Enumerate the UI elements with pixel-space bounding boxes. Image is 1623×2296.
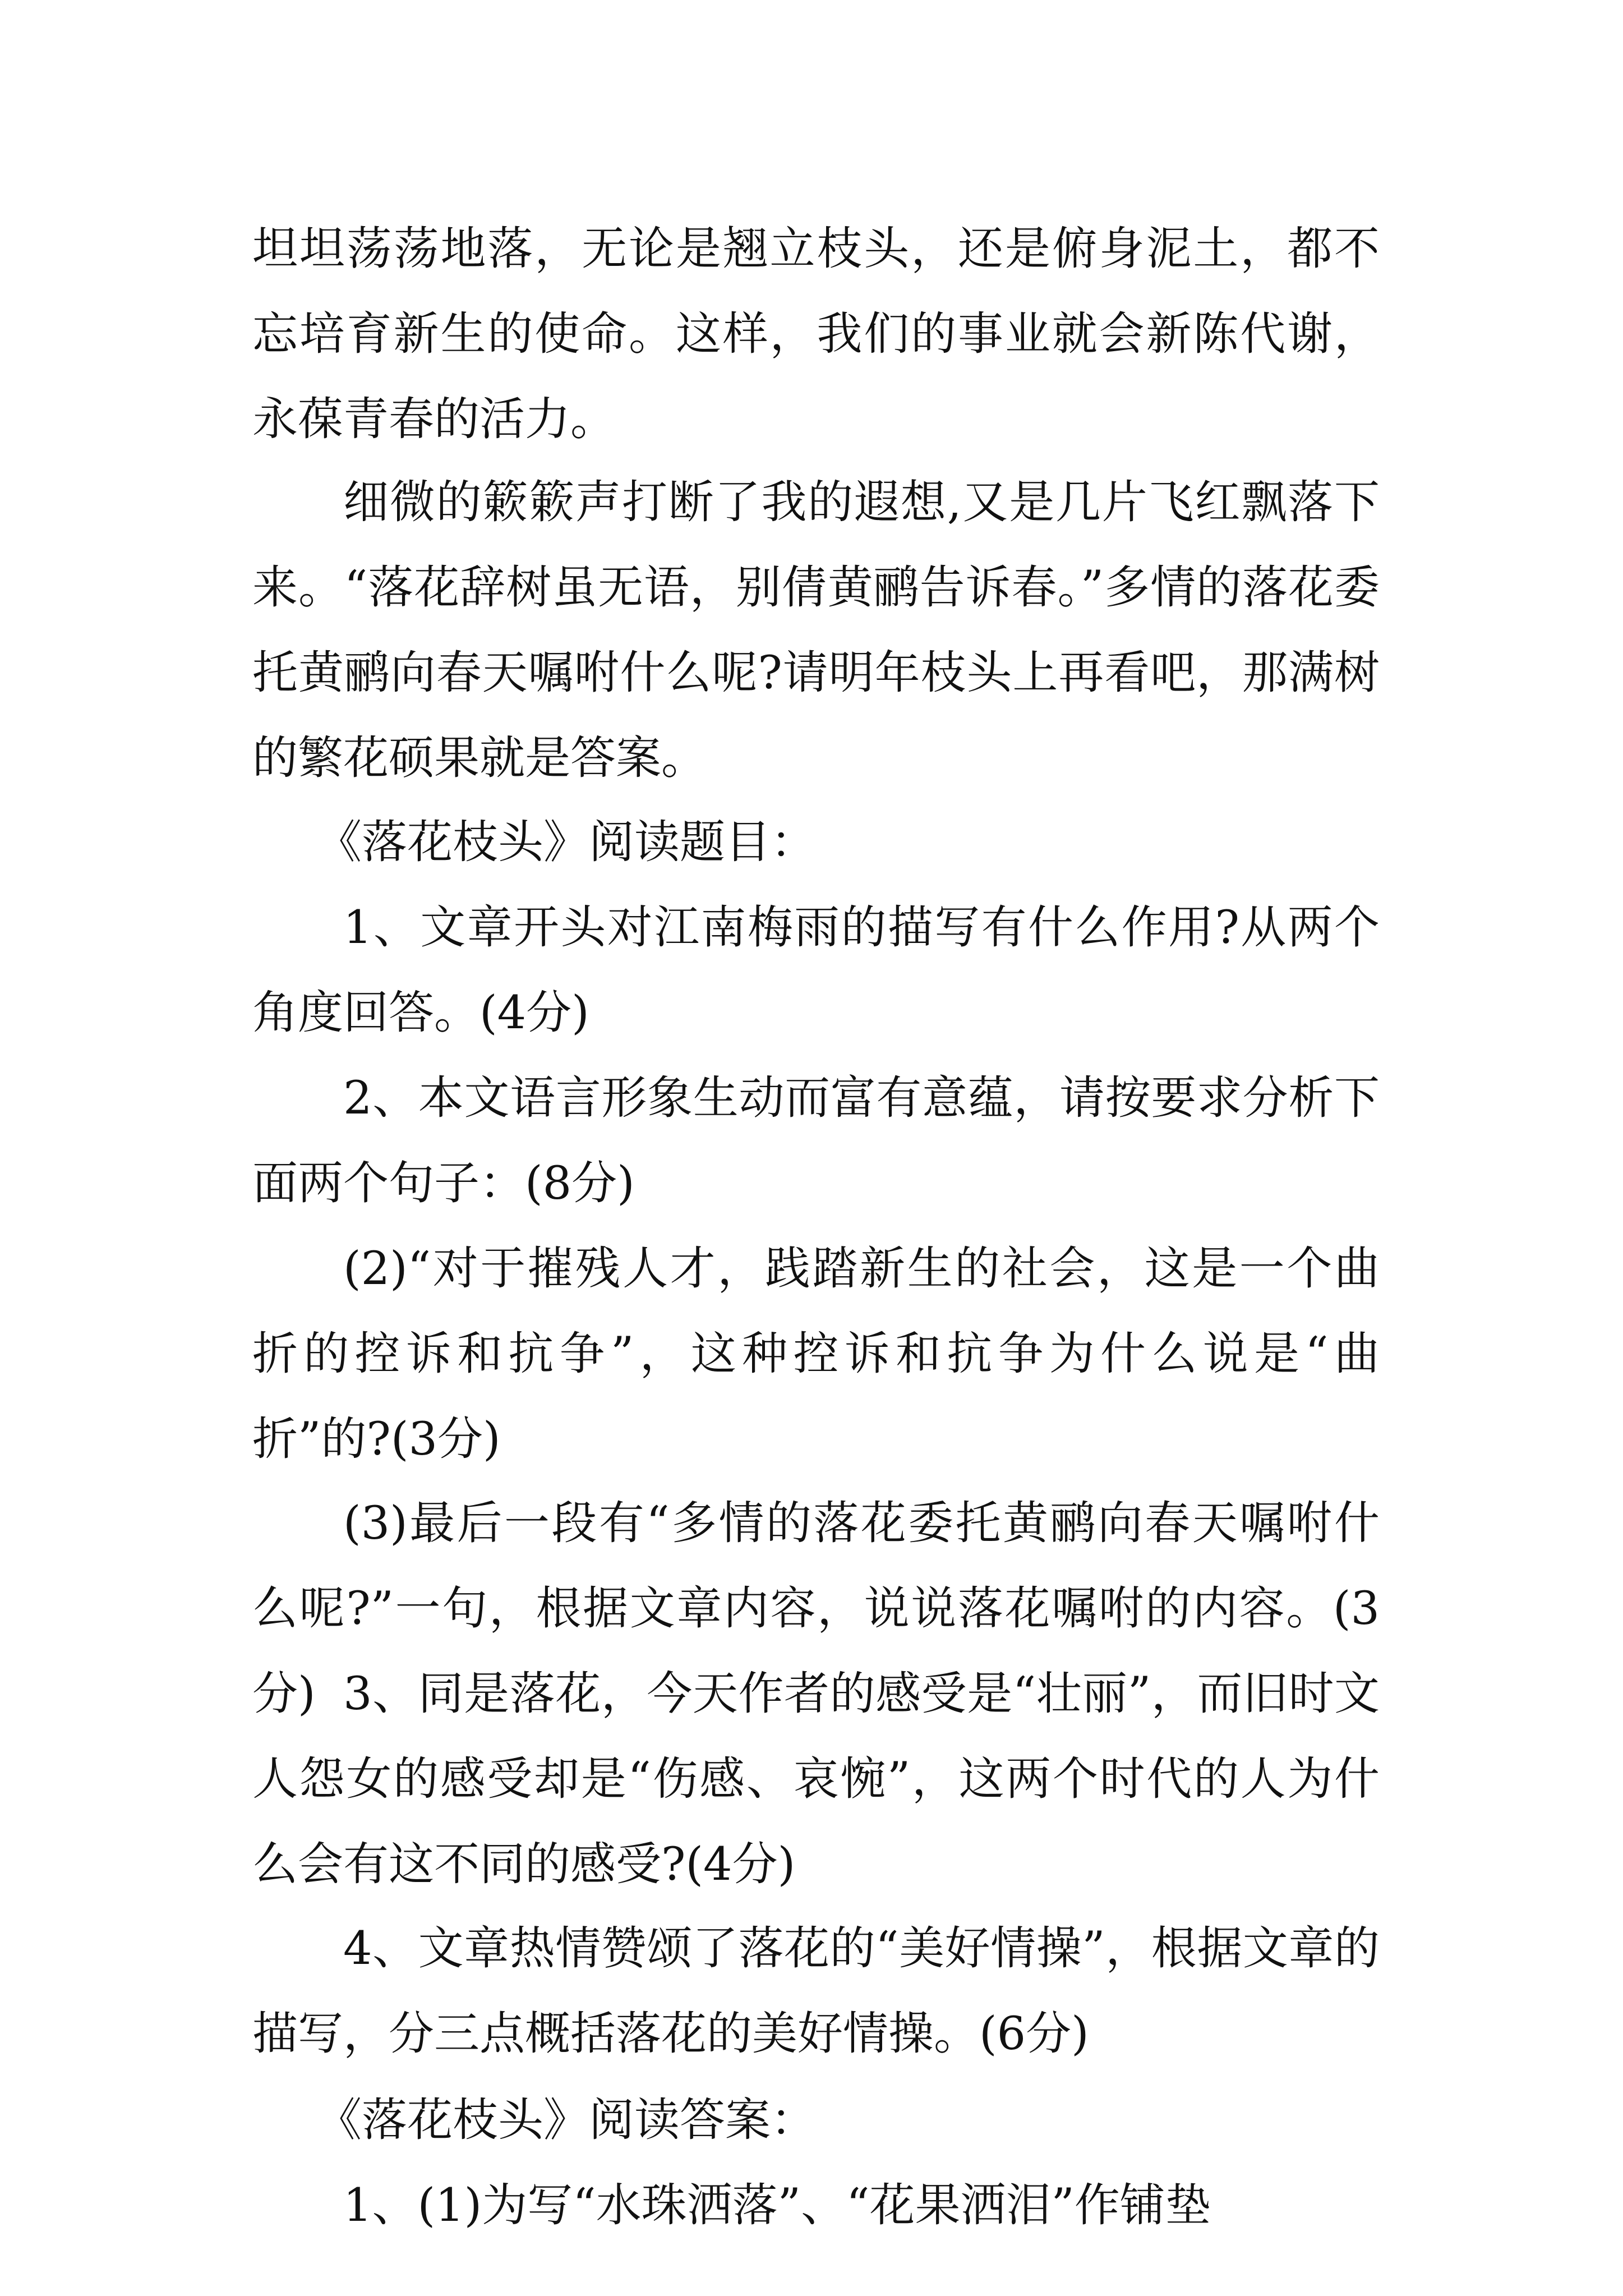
answers-heading: 《落花枝头》阅读答案：	[316, 2094, 817, 2147]
question-3: 3、同是落花，今天作者的感受是“壮丽”，而旧时文人怨女的感受却是“伤感、哀惋”，这两个时代的人为什么会有这不同的感受?(4分)	[252, 1668, 1380, 1891]
answer-1: 1、(1)为写“水珠洒落”、“花果洒泪”作铺垫	[343, 2179, 1211, 2232]
body-paragraph-final: 细微的簌簌声打断了我的遐想,又是几片飞红飘落下来。“落花辞树虽无语，别倩黄鹂告诉春。”多情的落花委托黄鹂向春天嘱咐什么呢?请明年枝头上再看吧，那满树的繁花硕果就是答案。	[252, 476, 1380, 785]
question-4: 4、文章热情赞颂了落花的“美好情操”，根据文章的描写，分三点概括落花的美好情操。(6分)	[252, 1922, 1380, 2060]
question-2-sub-2: (2)“对于摧残人才，践踏新生的社会，这是一个曲折的控诉和抗争”，这种控诉和抗争为什么说是“曲折”的?(3分)	[252, 1243, 1380, 1466]
questions-heading: 《落花枝头》阅读题目：	[316, 816, 817, 869]
question-1: 1、文章开头对江南梅雨的描写有什么作用?从两个角度回答。(4分)	[252, 901, 1380, 1039]
body-paragraph-continued: 坦坦荡荡地落，无论是翘立枝头，还是俯身泥土，都不忘培育新生的使命。这样，我们的事业就会新陈代谢，永葆青春的活力。	[252, 223, 1380, 446]
question-2-sub-3: (3)最后一段有“多情的落花委托黄鹂向春天嘱咐什么呢?”一句，根据文章内容，说说落花嘱咐的内容。(3分)	[252, 1497, 1380, 1720]
question-2: 2、本文语言形象生动而富有意蕴，请按要求分析下面两个句子：(8分)	[252, 1072, 1380, 1210]
